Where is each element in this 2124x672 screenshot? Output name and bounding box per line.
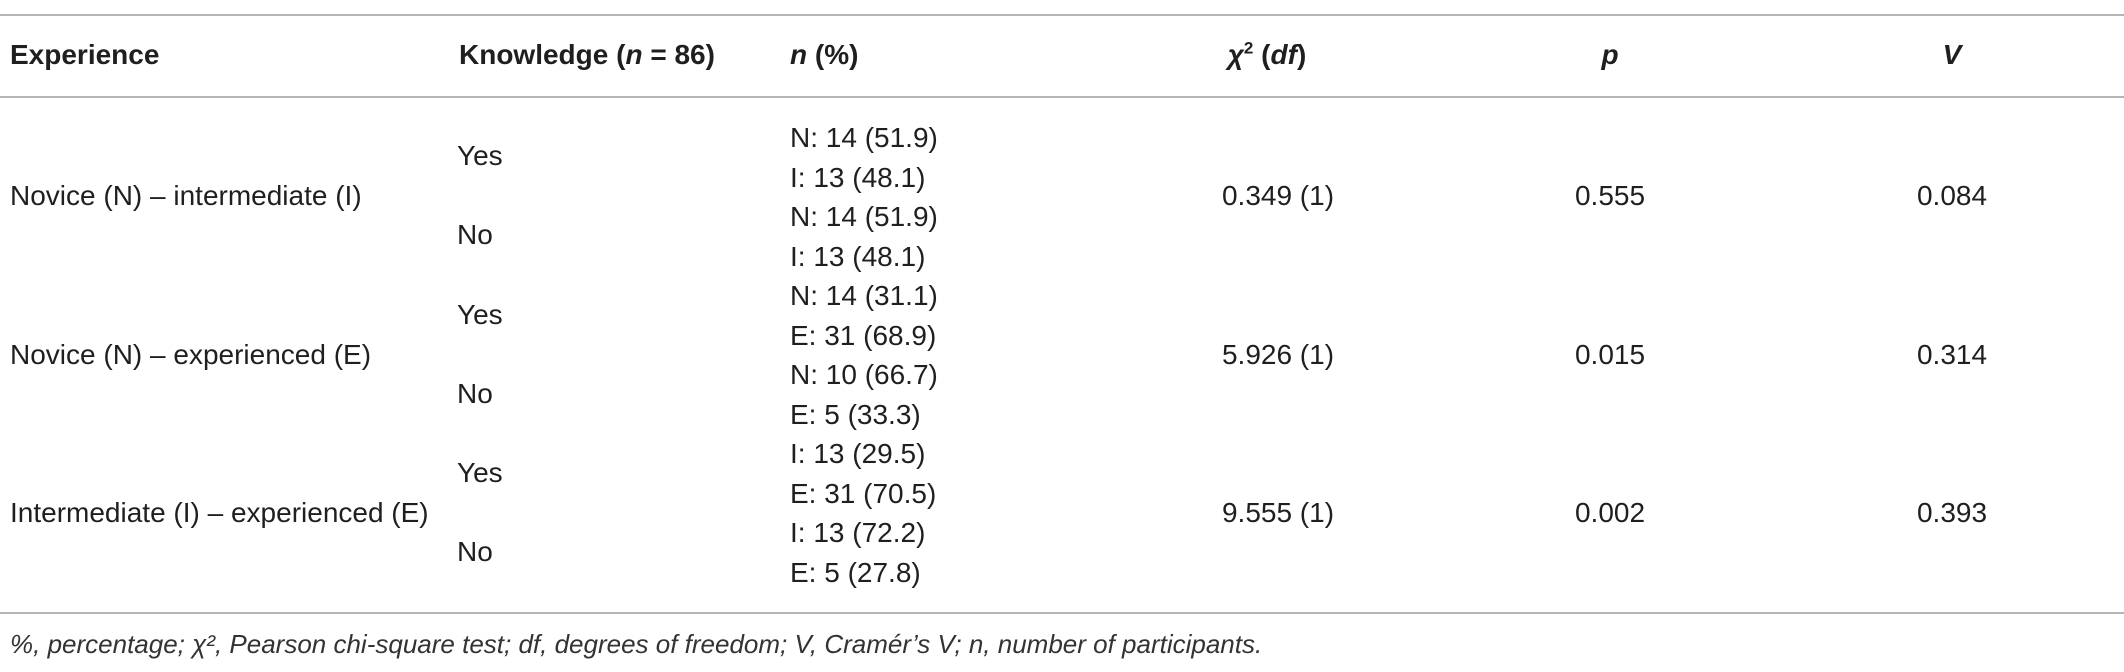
knowledge-group-2-no: No (457, 378, 493, 409)
npct-line: I: 13 (29.5) (790, 438, 926, 469)
npct-group-2-no (790, 355, 938, 434)
npct-line: N: 14 (31.1) (790, 280, 938, 311)
header-chi-sup: 2 (1243, 38, 1254, 58)
v-group-3: 0.393 (1916, 497, 1988, 528)
p-group-2: 0.015 (1574, 339, 1646, 370)
npct-line: N: 10 (66.7) (790, 359, 938, 390)
p-group-3: 0.002 (1574, 497, 1646, 528)
table-footnote: %, percentage; χ², Pearson chi-square test; df, degrees of freedom; V, Cramér’s V; n, number of participants. (10, 629, 1263, 659)
header-chi-df: df (1270, 39, 1297, 70)
header-knowledge-n: n (625, 39, 643, 70)
experience-group-2: Novice (N) – experienced (E) (10, 339, 372, 370)
chi2-group-3: 9.555 (1) (1221, 497, 1335, 528)
header-rule (0, 96, 2124, 98)
chi2-group-2: 5.926 (1) (1221, 339, 1335, 370)
npct-group-2-yes (790, 276, 938, 355)
npct-line: E: 31 (68.9) (790, 319, 937, 351)
npct-group-1-yes (790, 118, 938, 197)
npct-group-3-yes (790, 434, 936, 513)
v-group-2: 0.314 (1916, 339, 1988, 370)
header-v-text: V (1942, 39, 1962, 70)
header-experience: Experience (10, 39, 160, 70)
knowledge-group-2-yes: Yes (457, 299, 503, 330)
chi2-group-1: 0.349 (1) (1221, 180, 1335, 211)
header-knowledge-prefix: Knowledge ( (459, 39, 626, 70)
header-knowledge (459, 39, 715, 71)
experience-group-1: Novice (N) – intermediate (I) (10, 180, 362, 211)
knowledge-group-1-no: No (457, 219, 493, 250)
header-n-percent (790, 39, 858, 71)
npct-group-3-no (790, 513, 925, 592)
header-npct-suffix: (%) (807, 39, 859, 70)
table-top-rule (0, 14, 2124, 16)
npct-line: I: 13 (72.2) (790, 517, 926, 548)
knowledge-group-3-yes: Yes (457, 457, 503, 488)
v-group-1: 0.084 (1916, 180, 1988, 211)
npct-line: I: 13 (48.1) (790, 240, 926, 272)
header-knowledge-suffix: = 86) (642, 39, 715, 70)
knowledge-group-3-no: No (457, 536, 493, 567)
header-chi-symbol: χ (1227, 39, 1244, 70)
npct-line: E: 5 (27.8) (790, 556, 921, 588)
table-bottom-rule (0, 612, 2124, 614)
npct-group-1-no (790, 197, 938, 276)
knowledge-group-1-yes: Yes (457, 140, 503, 171)
header-chi-square-df: $\chi^2$ (df) (1227, 38, 1307, 70)
npct-line: N: 14 (51.9) (790, 201, 938, 232)
npct-line: E: 31 (70.5) (790, 477, 937, 509)
header-p (1601, 39, 1618, 71)
p-group-1: 0.555 (1574, 180, 1646, 211)
header-npct-n: n (790, 39, 808, 70)
header-v (1943, 39, 1962, 71)
npct-line: I: 13 (48.1) (790, 161, 926, 193)
npct-line: N: 14 (51.9) (790, 122, 938, 153)
header-p-text: p (1601, 39, 1619, 70)
npct-line: E: 5 (33.3) (790, 398, 921, 430)
experience-group-3: Intermediate (I) – experienced (E) (10, 497, 429, 528)
